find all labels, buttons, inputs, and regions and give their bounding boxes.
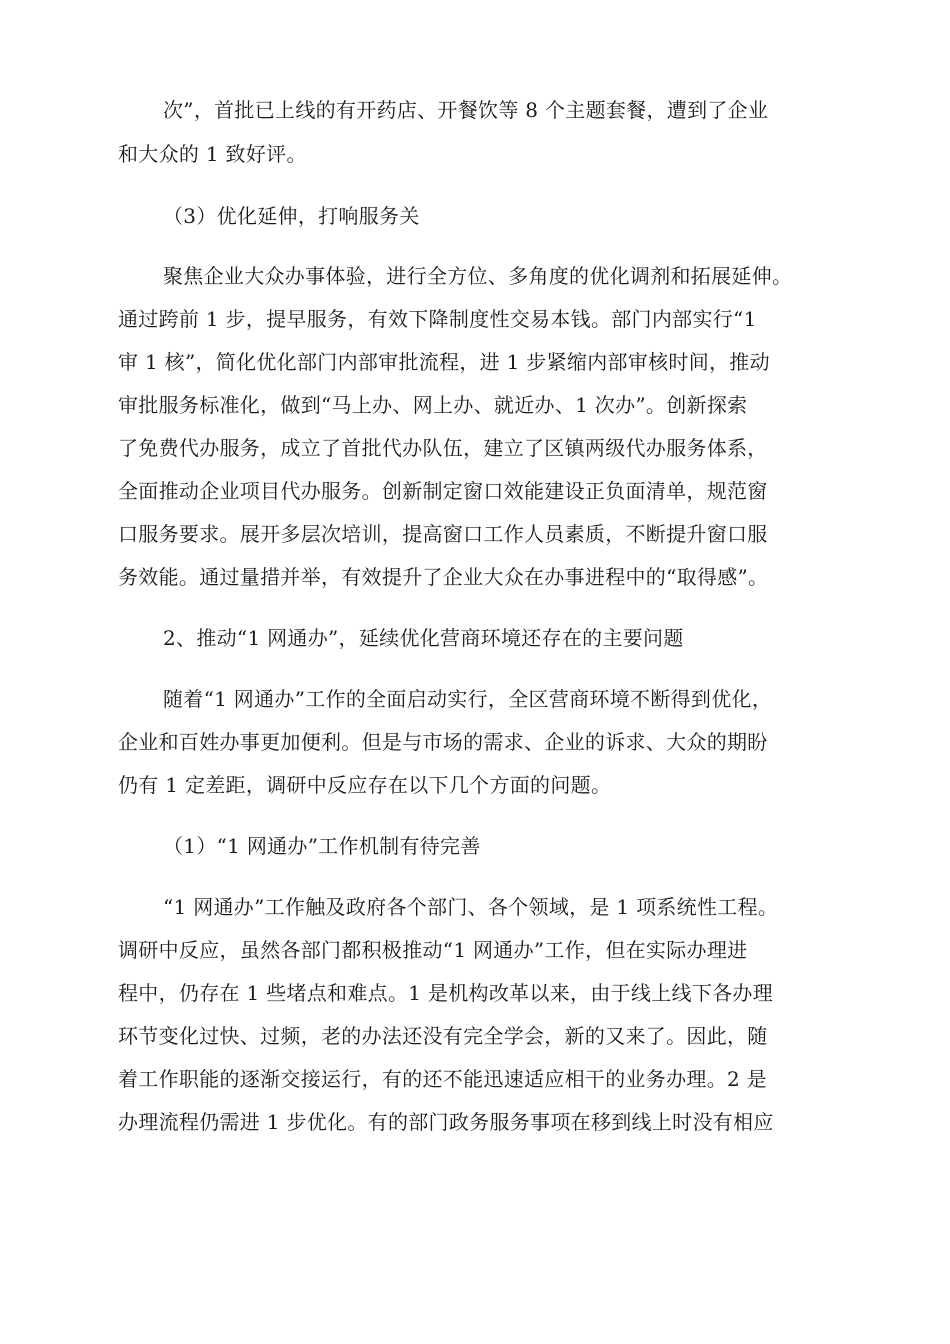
text-line: 口服务要求。展开多层次培训，提高窗口工作人员素质，不断提升窗口服 [118, 522, 768, 546]
text-line: 聚焦企业大众办事体验，进行全方位、多角度的优化调剂和拓展延伸。 [163, 264, 793, 288]
section-heading: （3）优化延伸，打响服务关 [163, 204, 420, 228]
text-line: 和大众的 1 致好评。 [118, 142, 307, 166]
text-line: 务效能。通过量措并举，有效提升了企业大众在办事进程中的“取得感”。 [118, 565, 769, 589]
text-line: “1 网通办”工作触及政府各个部门、各个领域，是 1 项系统性工程。 [163, 895, 779, 919]
text-line: 环节变化过快、过频，老的办法还没有完全学会，新的又来了。因此，随 [118, 1024, 768, 1048]
section-heading: 2、推动“1 网通办”，延续优化营商环境还存在的主要问题 [163, 626, 684, 650]
text-line: 通过跨前 1 步，提早服务，有效下降制度性交易本钱。部门内部实行“1 [118, 307, 757, 331]
text-line: 程中，仍存在 1 些堵点和难点。1 是机构改革以来，由于线上线下各办理 [118, 981, 774, 1005]
section-heading: （1）“1 网通办”工作机制有待完善 [163, 834, 481, 858]
text-line: 仍有 1 定差距，调研中反应存在以下几个方面的问题。 [118, 773, 612, 797]
text-line: 企业和百姓办事更加便利。但是与市场的需求、企业的诉求、大众的期盼 [118, 730, 768, 754]
text-line: 了免费代办服务，成立了首批代办队伍，建立了区镇两级代办服务体系， [118, 436, 768, 460]
text-line: 调研中反应，虽然各部门都积极推动“1 网通办”工作，但在实际办理进 [118, 938, 748, 962]
text-line: 次”，首批已上线的有开药店、开餐饮等 8 个主题套餐，遭到了企业 [163, 98, 769, 122]
text-line: 审批服务标准化，做到“马上办、网上办、就近办、1 次办”。创新探索 [118, 393, 748, 417]
text-line: 审 1 核”，简化优化部门内部审批流程，进 1 步紧缩内部审核时间，推动 [118, 350, 770, 374]
text-line: 全面推动企业项目代办服务。创新制定窗口效能建设正负面清单，规范窗 [118, 479, 768, 503]
text-line: 着工作职能的逐渐交接运行，有的还不能迅速适应相干的业务办理。2 是 [118, 1067, 767, 1091]
text-line: 办理流程仍需进 1 步优化。有的部门政务服务事项在移到线上时没有相应 [118, 1110, 774, 1134]
text-line: 随着“1 网通办”工作的全面启动实行，全区营商环境不断得到优化， [163, 687, 773, 711]
